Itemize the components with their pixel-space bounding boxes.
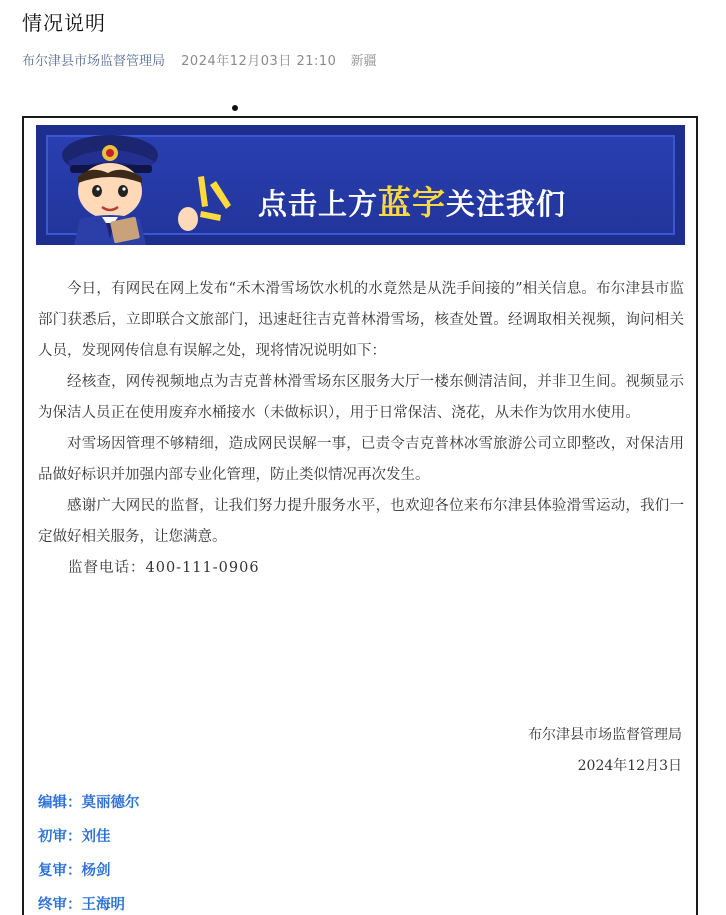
signature-date: 2024年12月3日 — [577, 758, 682, 774]
paragraph-thanks: 感谢广大网民的监督，让我们努力提升服务水平，也欢迎各位来布尔津县体验滑雪运动，我们一定做好相关服务，让您满意。 — [38, 498, 684, 545]
article-title: 情况说明 — [22, 11, 106, 35]
signature-org: 布尔津县市场监督管理局 — [528, 727, 682, 743]
paragraph-intro: 今日，有网民在网上发布“禾木滑雪场饮水机的水竟然是从洗手间接的”相关信息。布尔津县市监部门获悉后，立即联合文旅部门，迅速赶往吉克普林滑雪场，核查处置。经调取相关视频，询问相关人员，发现网传信息有误解之处，现将情况说明如下： — [38, 281, 684, 359]
article-meta — [22, 52, 377, 72]
credit-editor: 编辑：莫丽德尔 — [38, 794, 140, 811]
account-name-link[interactable]: 布尔津县市场监督管理局 — [22, 54, 166, 69]
article-body — [38, 274, 684, 584]
banner-text-highlight: 蓝字 — [378, 183, 447, 222]
banner-text-before: 点击上方 — [258, 187, 379, 221]
paragraph-action: 对雪场因管理不够精细，造成网民误解一事，已责令吉克普林冰雪旅游公司立即整改，对保洁用品做好标识并加强内部专业化管理，防止类似情况再次发生。 — [38, 436, 684, 483]
paragraph-finding: 经核查，网传视频地点为吉克普林滑雪场东区服务大厅一楼东侧清洁间，并非卫生间。视频显示为保洁人员正在使用废弃水桶接水（未做标识），用于日常保洁、浇花，从未作为饮用水使用。 — [38, 374, 684, 421]
credit-first-review: 初审：刘佳 — [38, 828, 111, 845]
credit-second-review: 复审：杨剑 — [38, 862, 111, 879]
publish-datetime: 2024年12月03日 21:10 — [181, 54, 337, 69]
credits — [38, 786, 140, 915]
hotline-text: 监督电话：400-111-0906 — [68, 560, 260, 576]
decorative-dot — [232, 105, 238, 111]
banner-follow-text — [258, 177, 566, 224]
credit-final-review: 终审：王海明 — [38, 896, 125, 913]
follow-banner[interactable] — [36, 125, 685, 245]
publish-region: 新疆 — [350, 54, 377, 69]
police-cartoon-icon — [50, 125, 250, 245]
signature — [528, 720, 682, 782]
banner-text-after: 关注我们 — [446, 187, 567, 221]
